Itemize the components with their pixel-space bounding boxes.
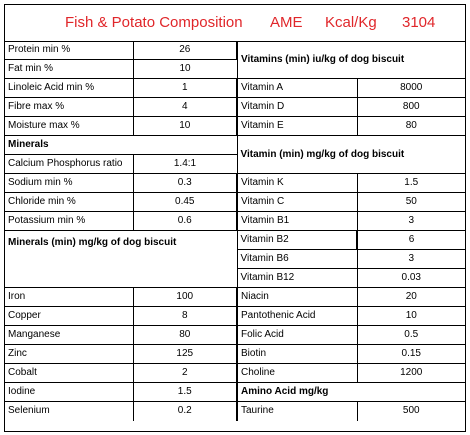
row-value: 1200 (357, 364, 465, 383)
row-value: 80 (357, 117, 465, 136)
table-row (5, 402, 465, 421)
row-value: 80 (133, 326, 237, 345)
table-row (5, 79, 465, 98)
row-label: Vitamin A (237, 79, 357, 98)
title-bar (5, 5, 465, 42)
row-value: 0.03 (357, 269, 465, 288)
row-label: Iron (5, 288, 133, 307)
section-header: Amino Acid mg/kg (237, 383, 465, 402)
row-value: 10 (133, 117, 237, 136)
row-label: Vitamin E (237, 117, 357, 136)
row-label: Vitamin B1 (237, 212, 357, 231)
row-value: 500 (357, 402, 465, 421)
table-row (5, 231, 465, 250)
row-label: Sodium min % (5, 174, 133, 193)
row-label: Selenium (5, 402, 133, 421)
row-label: Vitamin B2 (237, 231, 357, 250)
row-label: Cobalt (5, 364, 133, 383)
row-value: 4 (133, 98, 237, 117)
row-label: Protein min % (5, 41, 133, 60)
table-row (5, 307, 465, 326)
table-row (5, 193, 465, 212)
row-value: 20 (357, 288, 465, 307)
row-label: Iodine (5, 383, 133, 402)
row-label: Folic Acid (237, 326, 357, 345)
row-label: Vitamin K (237, 174, 357, 193)
row-value: 3 (357, 250, 465, 269)
row-value: 0.5 (357, 326, 465, 345)
row-value: 3 (357, 212, 465, 231)
row-label: Chloride min % (5, 193, 133, 212)
table-row (5, 117, 465, 136)
table-row (5, 41, 465, 60)
table-row (5, 174, 465, 193)
row-label: Vitamin D (237, 98, 357, 117)
row-label: Fat min % (5, 60, 133, 79)
row-label: Fibre max % (5, 98, 133, 117)
product-name: Fish & Potato Composition (65, 14, 243, 31)
row-label: Moisture max % (5, 117, 133, 136)
row-label: Potassium min % (5, 212, 133, 231)
composition-table (5, 41, 465, 421)
row-value: 10 (357, 307, 465, 326)
row-value: 100 (133, 288, 237, 307)
row-value: 6 (357, 231, 465, 250)
row-value: 0.45 (133, 193, 237, 212)
row-value: 1.5 (133, 383, 237, 402)
row-label: Copper (5, 307, 133, 326)
row-value: 10 (133, 60, 237, 79)
table-row (5, 383, 465, 402)
row-value: 1.4:1 (133, 155, 237, 174)
table-row (5, 288, 465, 307)
row-label: Biotin (237, 345, 357, 364)
table-row (5, 212, 465, 231)
row-value: 26 (133, 41, 237, 60)
table-row (5, 345, 465, 364)
row-value: 0.2 (133, 402, 237, 421)
row-label: Choline (237, 364, 357, 383)
energy-label: AME (270, 14, 303, 31)
section-header: Minerals (min) mg/kg of dog biscuit (5, 231, 237, 288)
table-row (5, 364, 465, 383)
row-value: 0.15 (357, 345, 465, 364)
row-label: Pantothenic Acid (237, 307, 357, 326)
composition-sheet (4, 4, 466, 432)
section-header: Vitamin (min) mg/kg of dog biscuit (237, 136, 465, 174)
table-row (5, 136, 465, 155)
table-row (5, 326, 465, 345)
row-value: 0.6 (133, 212, 237, 231)
row-value: 0.3 (133, 174, 237, 193)
row-label: Zinc (5, 345, 133, 364)
row-value: 1.5 (357, 174, 465, 193)
section-header: Minerals (5, 136, 237, 155)
energy-value: 3104 (402, 14, 436, 31)
section-header: Vitamins (min) iu/kg of dog biscuit (237, 41, 465, 79)
row-label: Calcium Phosphorus ratio (5, 155, 133, 174)
table-row (5, 98, 465, 117)
row-value: 2 (133, 364, 237, 383)
row-label: Vitamin C (237, 193, 357, 212)
row-label: Niacin (237, 288, 357, 307)
row-value: 8 (133, 307, 237, 326)
energy-unit: Kcal/Kg (325, 14, 377, 31)
row-label: Linoleic Acid min % (5, 79, 133, 98)
row-value: 8000 (357, 79, 465, 98)
row-label: Manganese (5, 326, 133, 345)
row-label: Taurine (237, 402, 357, 421)
row-label: Vitamin B6 (237, 250, 357, 269)
row-label: Vitamin B12 (237, 269, 357, 288)
row-value: 125 (133, 345, 237, 364)
row-value: 1 (133, 79, 237, 98)
row-value: 800 (357, 98, 465, 117)
row-value: 50 (357, 193, 465, 212)
